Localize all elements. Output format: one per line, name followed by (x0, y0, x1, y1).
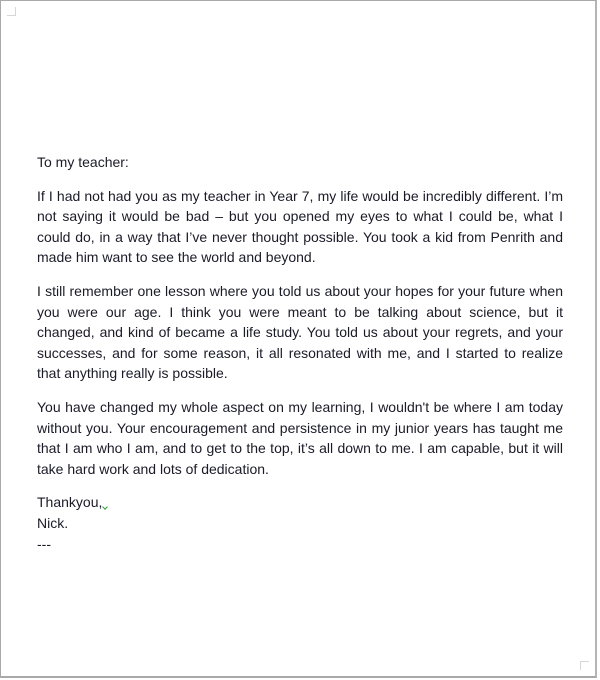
margin-corner-bottom-right (580, 661, 589, 670)
paragraph-2: I still remember one lesson where you told us about your hopes for your future when you were our age. I think you were meant to be talking about science, but it changed, and kind of became a life study. You told us about your regrets, and your successes, and for some reason, it all resonated with me, and I started to realize that anything really is possible. (37, 282, 563, 382)
signature: Nick. (37, 514, 69, 531)
trailer-dashes: --- (37, 535, 51, 552)
grammar-squiggle-icon (103, 504, 109, 510)
letter-body (37, 152, 563, 554)
closing-line (37, 492, 563, 513)
salutation: To my teacher: (37, 154, 129, 170)
paragraph-1: If I had not had you as my teacher in Year 7, my life would be incredibly different. I’m not saying it would be bad – but you opened my eyes to what I could be, what I could do, in a way that I’ve never thought possible. You took a kid from Penrith and made him want to see the world and beyond. (37, 187, 563, 266)
paragraph-3: You have changed my whole aspect on my learning, I wouldn't be where I am today without you. Your encouragement and persistence in my junior years has taught me that I am who I am, and to get to the top, it’s all down to me. I am capable, but it will take hard work and lots of dedication. (37, 398, 563, 477)
margin-corner-top-left (7, 7, 16, 16)
closing: Thankyou, (37, 494, 103, 511)
